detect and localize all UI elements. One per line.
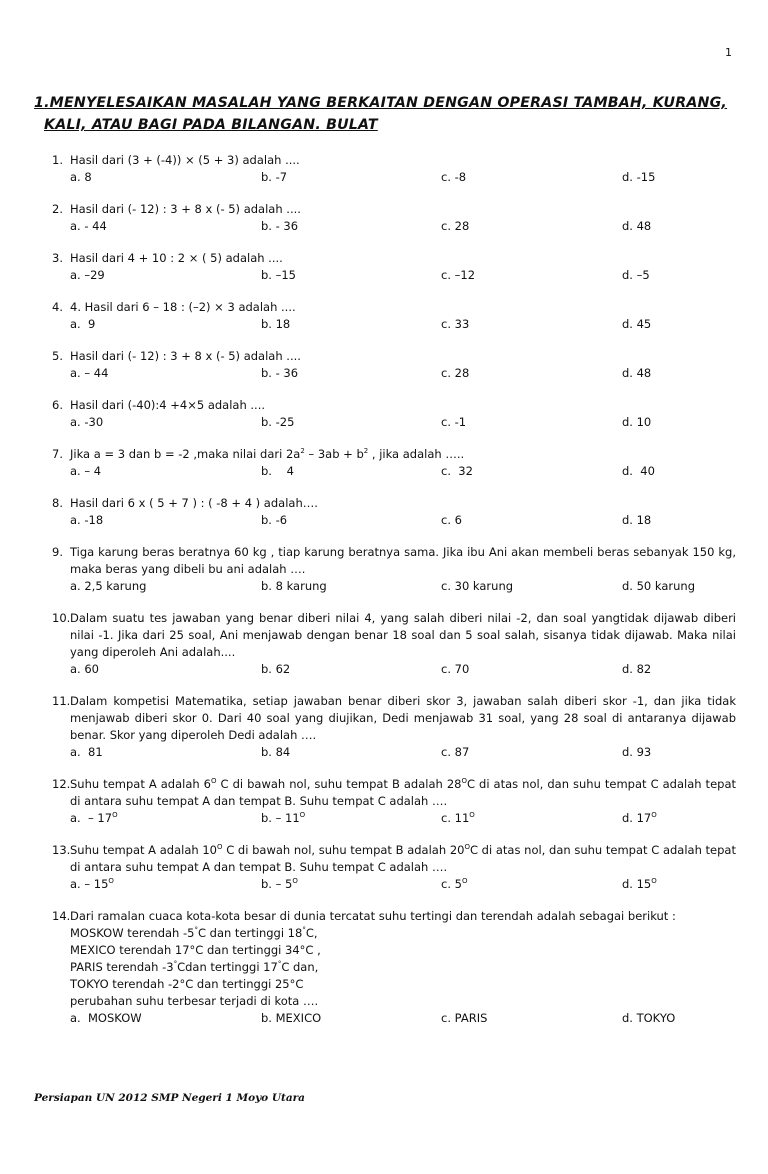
option-d — [622, 810, 736, 827]
option-c: c. -8 — [441, 170, 467, 184]
option-d: d. -15 — [622, 170, 656, 184]
option-b: b. 84 — [261, 745, 291, 759]
option-d: d. 48 — [622, 219, 652, 233]
option-d: d. 82 — [622, 662, 652, 676]
answer-options — [52, 316, 736, 333]
option-a: a. – 4 — [70, 464, 102, 478]
option-b: b. -7 — [261, 170, 288, 184]
text-run: a. – 17 — [70, 811, 113, 825]
option-a: a. -30 — [70, 415, 104, 429]
superscript: 2 — [300, 447, 305, 455]
answer-options — [52, 661, 736, 678]
question-stem — [52, 776, 736, 810]
question-item — [52, 397, 736, 431]
text-run: C, — [305, 926, 318, 940]
question-list — [52, 152, 736, 1042]
text-run: c. 5 — [441, 877, 462, 891]
question-item — [52, 693, 736, 761]
question-item — [52, 842, 736, 893]
question-stem — [52, 610, 736, 661]
option-c: c. 28 — [441, 219, 470, 233]
text-run: C di atas nol, dan suhu tempat C adalah tepat di antara suhu tempat A dan tempat B. Suhu tempat C adalah …. — [70, 843, 736, 874]
option-a: a. 9 — [70, 317, 96, 331]
text-run: PARIS terendah -3 — [70, 960, 174, 974]
question-text: Dari ramalan cuaca kota-kota besar di dunia tercatat suhu tertingi dan terendah adalah sebagai berikut : — [70, 909, 676, 923]
superscript: O — [651, 877, 657, 885]
option-d: d. 18 — [622, 513, 652, 527]
answer-options — [52, 463, 736, 480]
question-text — [70, 446, 736, 463]
question-item — [52, 544, 736, 595]
question-text: Dalam kompetisi Matematika, setiap jawaban benar diberi skor 3, jawaban salah diberi skor -1, dan jika tidak menjawab diberi skor 0. Dari 40 soal yang diujikan, Dedi menjawab 31 soal, yang 28 soal di antaranya dijawab benar. Skor yang diperoleh Dedi adalah …. — [70, 694, 736, 742]
text-run: Suhu tempat A adalah 6 — [70, 777, 212, 791]
question-item — [52, 446, 736, 480]
superscript: O — [108, 877, 114, 885]
text-run: – 3ab + b — [304, 447, 364, 461]
question-stem — [52, 250, 736, 267]
option-d: d. 48 — [622, 366, 652, 380]
option-d: d. 45 — [622, 317, 652, 331]
question-item — [52, 776, 736, 827]
option-c: c. –12 — [441, 268, 476, 282]
superscript: O — [211, 777, 217, 785]
option-c — [441, 876, 622, 893]
question-number: 10. — [52, 611, 71, 625]
question-text: Hasil dari 6 x ( 5 + 7 ) : ( -8 + 4 ) adalah…. — [70, 496, 318, 510]
question-number: 2. — [52, 202, 63, 216]
option-d: d. –5 — [622, 268, 650, 282]
question-text: Hasil dari (3 + (-4)) × (5 + 3) adalah .... — [70, 153, 300, 167]
superscript: O — [651, 811, 657, 819]
question-stem — [52, 908, 736, 925]
option-b — [261, 810, 441, 827]
page-number: 1 — [725, 46, 732, 59]
option-c: c. -1 — [441, 415, 467, 429]
footer-note: Persiapan UN 2012 SMP Negeri 1 Moyo Utara — [34, 1092, 305, 1104]
option-b: b. - 36 — [261, 366, 299, 380]
question-stem — [52, 446, 736, 463]
superscript: ° — [194, 926, 198, 934]
text-run: d. 17 — [622, 811, 652, 825]
question-data-line — [52, 976, 736, 993]
section-heading — [34, 92, 736, 136]
question-number: 3. — [52, 251, 63, 265]
superscript: 2 — [363, 447, 369, 455]
question-number: 7. — [52, 447, 63, 461]
option-a — [70, 876, 261, 893]
option-c — [441, 810, 622, 827]
option-a: a. –29 — [70, 268, 105, 282]
question-number: 8. — [52, 496, 63, 510]
answer-options — [52, 512, 736, 529]
question-stem — [52, 348, 736, 365]
question-stem — [52, 152, 736, 169]
option-b: b. –15 — [261, 268, 296, 282]
superscript: O — [461, 777, 467, 785]
question-stem — [52, 495, 736, 512]
option-d: d. 50 karung — [622, 579, 696, 593]
answer-options — [52, 267, 736, 284]
option-b: b. -25 — [261, 415, 295, 429]
answer-options — [52, 876, 736, 893]
option-c: c. 87 — [441, 745, 470, 759]
answer-options — [52, 169, 736, 186]
superscript: O — [469, 811, 475, 819]
option-b: b. 18 — [261, 317, 291, 331]
text-run: C di bawah nol, suhu tempat B adalah 20 — [222, 843, 465, 857]
option-b: b. 4 — [261, 464, 294, 478]
superscript: O — [464, 843, 470, 851]
text-run: Suhu tempat A adalah 10 — [70, 843, 217, 857]
option-d: d. 10 — [622, 415, 652, 429]
text-run: , jika adalah ….. — [368, 447, 465, 461]
question-text — [70, 776, 736, 810]
text-run: C di bawah nol, suhu tempat B adalah 28 — [216, 777, 462, 791]
text-run: C di atas nol, dan suhu tempat C adalah tepat di antara suhu tempat A dan tempat B. Suhu tempat C adalah …. — [70, 777, 737, 808]
text-run: Jika a = 3 dan b = -2 ,maka nilai dari 2a — [70, 447, 301, 461]
text-run: b. – 11 — [261, 811, 300, 825]
option-b — [261, 876, 441, 893]
question-text: Hasil dari (-40):4 +4×5 adalah .... — [70, 398, 266, 412]
question-data-line — [52, 925, 736, 942]
option-d: d. TOKYO — [622, 1011, 676, 1025]
superscript: O — [217, 843, 223, 851]
option-a: a. - 44 — [70, 219, 107, 233]
option-b: b. MEXICO — [261, 1011, 322, 1025]
question-item — [52, 250, 736, 284]
question-number: 1. — [52, 153, 63, 167]
question-stem — [52, 693, 736, 744]
question-data-line — [52, 993, 736, 1010]
question-item — [52, 299, 736, 333]
text-run: a. – 15 — [70, 877, 109, 891]
superscript: ° — [302, 926, 306, 934]
option-d: d. 93 — [622, 745, 652, 759]
answer-options — [52, 414, 736, 431]
question-text: Dalam suatu tes jawaban yang benar diberi nilai 4, yang salah diberi nilai -2, dan soal yangtidak dijawab diberi nilai -1. Jika dari 25 soal, Ani menjawab dengan benar 18 soal dan 5 soal salah, sisanya tidak dijawab. Maka nilai yang diperoleh Ani adalah.... — [70, 611, 736, 659]
option-b: b. 8 karung — [261, 579, 327, 593]
option-b: b. 62 — [261, 662, 291, 676]
question-number: 9. — [52, 545, 63, 559]
question-number: 5. — [52, 349, 63, 363]
question-stem — [52, 842, 736, 876]
text-run: MOSKOW terendah -5 — [70, 926, 195, 940]
answer-options — [52, 1010, 736, 1027]
question-stem — [52, 397, 736, 414]
option-b: b. -6 — [261, 513, 288, 527]
superscript: O — [292, 877, 298, 885]
option-c: c. PARIS — [441, 1011, 488, 1025]
option-a: a. 60 — [70, 662, 99, 676]
superscript: ° — [173, 960, 178, 968]
superscript: O — [299, 811, 306, 819]
option-c: c. 30 karung — [441, 579, 514, 593]
question-number: 11. — [52, 694, 71, 708]
superscript: O — [112, 811, 118, 819]
text-run: TOKYO terendah -2°C dan tertinggi 25°C — [70, 977, 304, 991]
question-text: Hasil dari (- 12) : 3 + 8 x (- 5) adalah .... — [70, 349, 301, 363]
question-item — [52, 610, 736, 678]
text-run: d. 15 — [622, 877, 652, 891]
text-run: C dan, — [281, 960, 319, 974]
text-run: perubahan suhu terbesar terjadi di kota …. — [70, 994, 319, 1008]
text-run: MEXICO terendah 17°C dan tertinggi 34°C , — [70, 943, 321, 957]
question-stem — [52, 299, 736, 316]
option-a: a. MOSKOW — [70, 1011, 142, 1025]
option-c: c. 33 — [441, 317, 470, 331]
option-c: c. 32 — [441, 464, 473, 478]
option-d: d. 40 — [622, 464, 655, 478]
text-run: b. – 5 — [261, 877, 293, 891]
option-d — [622, 876, 736, 893]
option-c: c. 28 — [441, 366, 470, 380]
question-text: Hasil dari (- 12) : 3 + 8 x (- 5) adalah .... — [70, 202, 301, 216]
question-text: Tiga karung beras beratnya 60 kg , tiap karung beratnya sama. Jika ibu Ani akan membeli beras sebanyak 150 kg, maka beras yang dibeli bu ani adalah …. — [70, 545, 736, 576]
question-text: 4. Hasil dari 6 – 18 : (–2) × 3 adalah .... — [70, 300, 296, 314]
superscript: O — [461, 877, 468, 885]
question-item — [52, 201, 736, 235]
question-item — [52, 348, 736, 382]
option-a: a. 8 — [70, 170, 92, 184]
question-number: 4. — [52, 300, 63, 314]
option-a: a. 2,5 karung — [70, 579, 147, 593]
option-a: a. 81 — [70, 745, 103, 759]
superscript: ° — [277, 960, 282, 968]
answer-options — [52, 810, 736, 827]
answer-options — [52, 365, 736, 382]
answer-options — [52, 578, 736, 595]
text-run: c. 11 — [441, 811, 470, 825]
question-data-line — [52, 942, 736, 959]
text-run: Cdan tertinggi 17 — [177, 960, 278, 974]
question-stem — [52, 544, 736, 578]
question-text: Hasil dari 4 + 10 : 2 × ( 5) adalah .... — [70, 251, 283, 265]
option-a — [70, 810, 261, 827]
option-a: a. -18 — [70, 513, 104, 527]
heading-line-2: KALI, ATAU BAGI PADA BILANGAN. BULAT — [44, 117, 378, 133]
question-item — [52, 495, 736, 529]
question-number: 14. — [52, 909, 71, 923]
question-stem — [52, 201, 736, 218]
option-a: a. – 44 — [70, 366, 109, 380]
answer-options — [52, 218, 736, 235]
question-item — [52, 908, 736, 1027]
question-text — [70, 842, 736, 876]
question-item — [52, 152, 736, 186]
text-run: C dan tertinggi 18 — [197, 926, 303, 940]
question-number: 12. — [52, 777, 71, 791]
question-number: 6. — [52, 398, 63, 412]
option-b: b. - 36 — [261, 219, 299, 233]
answer-options — [52, 744, 736, 761]
option-c: c. 70 — [441, 662, 470, 676]
question-number: 13. — [52, 843, 71, 857]
question-data-line — [52, 959, 736, 976]
heading-line-1: 1.MENYELESAIKAN MASALAH YANG BERKAITAN DENGAN OPERASI TAMBAH, KURANG, — [34, 95, 728, 111]
option-c: c. 6 — [441, 513, 462, 527]
